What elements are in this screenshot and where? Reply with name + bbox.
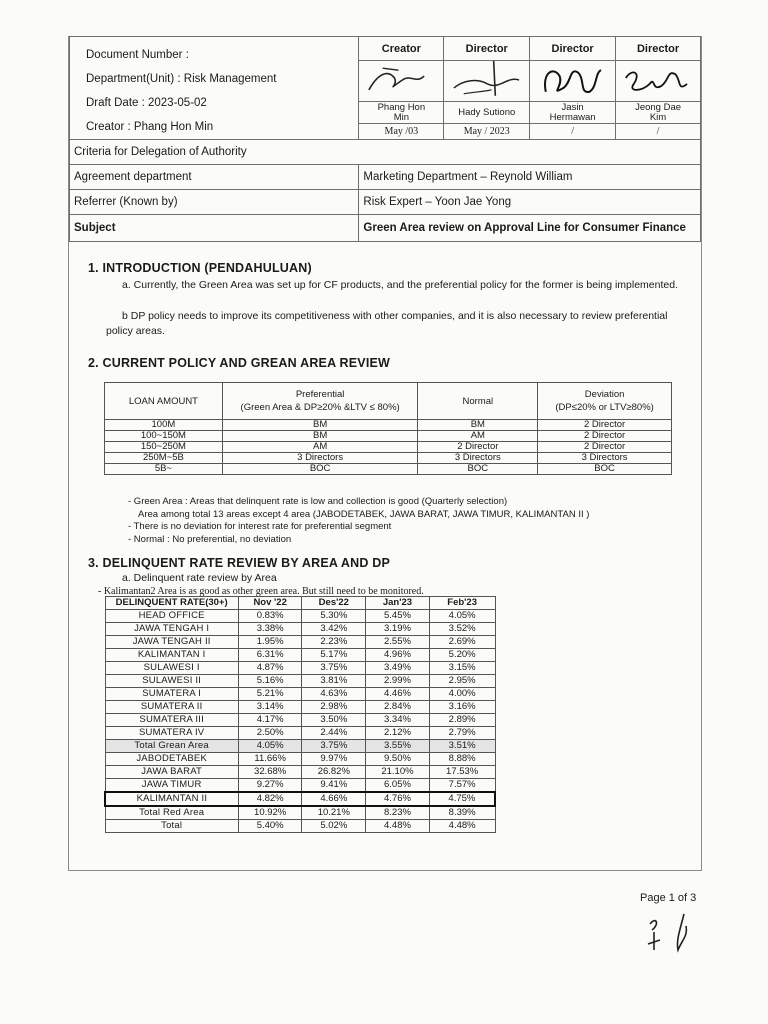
area-name-cell: Total Grean Area xyxy=(105,740,238,753)
col-jan23: Jan'23 xyxy=(366,597,430,610)
rate-cell: 3.15% xyxy=(429,662,495,675)
rate-cell: 2.23% xyxy=(302,636,366,649)
rate-cell: 9.41% xyxy=(302,779,366,793)
rate-cell: 3.16% xyxy=(429,701,495,714)
rate-cell: 2.12% xyxy=(366,727,430,740)
subject-label xyxy=(70,215,359,242)
rate-cell: 5.20% xyxy=(429,649,495,662)
rate-cell: 2.89% xyxy=(429,714,495,727)
approver-name-1 xyxy=(359,102,444,124)
rate-cell: 9.97% xyxy=(302,753,366,766)
col-preferential xyxy=(222,383,418,420)
policy-cell: AM xyxy=(418,431,538,442)
policy-cell: AM xyxy=(222,442,418,453)
signature-mark xyxy=(359,61,443,101)
rate-cell: 4.05% xyxy=(429,610,495,623)
rate-cell: 9.50% xyxy=(366,753,430,766)
delinquent-rate-table xyxy=(104,596,496,833)
policy-cell: 250M~5B xyxy=(105,453,223,464)
area-name-cell: SUMATERA II xyxy=(105,701,238,714)
area-name-cell: KALIMANTAN II xyxy=(105,792,238,806)
rate-cell: 5.40% xyxy=(238,820,302,833)
name-line: Jeong Dae xyxy=(635,101,682,113)
area-name-cell: SUMATERA I xyxy=(105,688,238,701)
rate-cell: 4.96% xyxy=(366,649,430,662)
rate-cell: 21.10% xyxy=(366,766,430,779)
delinquent-row xyxy=(105,820,495,833)
referrer-value-text: Risk Expert – Yoon Jae Yong xyxy=(363,196,512,208)
delinquent-row xyxy=(105,753,495,766)
delinquent-row xyxy=(105,714,495,727)
area-name-cell: JABODETABEK xyxy=(105,753,238,766)
rate-cell: 1.95% xyxy=(238,636,302,649)
delinquent-table-body xyxy=(105,610,495,833)
rate-cell: 17.53% xyxy=(429,766,495,779)
approval-date-2: May / 2023 xyxy=(444,124,530,140)
policy-cell: 2 Director xyxy=(538,420,672,431)
delinquent-subtitle: a. Delinquent rate review by Area xyxy=(122,572,277,584)
col-nov22: Nov '22 xyxy=(238,597,302,610)
delinquent-row xyxy=(105,779,495,793)
col-deviation-criteria: (DP≤20% or LTV≥80%) xyxy=(555,402,654,413)
policy-cell: 100M xyxy=(105,420,223,431)
rate-cell: 4.76% xyxy=(366,792,430,806)
rate-cell: 4.46% xyxy=(366,688,430,701)
rate-cell: 6.05% xyxy=(366,779,430,793)
area-name-cell: JAWA TENGAH I xyxy=(105,623,238,636)
rate-cell: 4.48% xyxy=(429,820,495,833)
agreement-label xyxy=(70,165,359,190)
section-2-title: 2. CURRENT POLICY AND GREAN AREA REVIEW xyxy=(88,356,391,370)
approver-role-3: Director xyxy=(530,37,616,61)
delegation-criteria xyxy=(70,140,701,165)
col-preferential-title: Preferential xyxy=(295,389,345,400)
approver-name-2 xyxy=(444,102,530,124)
subject-value xyxy=(359,215,701,242)
rate-cell: 9.27% xyxy=(238,779,302,793)
initials-mark xyxy=(640,910,700,956)
rate-cell: 6.31% xyxy=(238,649,302,662)
delinquent-row xyxy=(105,792,495,806)
rate-cell: 2.44% xyxy=(302,727,366,740)
rate-cell: 5.02% xyxy=(302,820,366,833)
rate-cell: 3.49% xyxy=(366,662,430,675)
area-name-cell: Total Red Area xyxy=(105,806,238,820)
approval-date-3: / xyxy=(530,124,616,140)
rate-cell: 10.92% xyxy=(238,806,302,820)
creator-line: Creator : Phang Hon Min xyxy=(86,121,214,133)
rate-cell: 4.00% xyxy=(429,688,495,701)
rate-cell: 5.45% xyxy=(366,610,430,623)
area-name-cell: SULAWESI I xyxy=(105,662,238,675)
delinquent-row xyxy=(105,806,495,820)
policy-table-body xyxy=(105,420,672,475)
delinquent-row xyxy=(105,636,495,649)
note-line: - There is no deviation for interest rate for preferential segment xyxy=(128,521,392,532)
subject-value-text: Green Area review on Approval Line for Consumer Finance xyxy=(363,222,686,234)
approver-role-4: Director xyxy=(616,37,701,61)
intro-paragraph-a: a. Currently, the Green Area was set up for CF products, and the preferential policy for the former is being implemented. xyxy=(122,279,678,291)
rate-cell: 5.30% xyxy=(302,610,366,623)
note-line: Area among total 13 areas except 4 area (JABODETABEK, JAWA BARAT, JAWA TIMUR, KALIMANTAN II ) xyxy=(138,508,590,520)
area-name-cell: KALIMANTAN I xyxy=(105,649,238,662)
delinquent-row xyxy=(105,675,495,688)
rate-cell: 3.38% xyxy=(238,623,302,636)
rate-cell: 2.79% xyxy=(429,727,495,740)
policy-cell: 2 Director xyxy=(538,431,672,442)
area-name-cell: JAWA TIMUR xyxy=(105,779,238,793)
rate-cell: 32.68% xyxy=(238,766,302,779)
rate-cell: 10.21% xyxy=(302,806,366,820)
intro-paragraph-b: b DP policy needs to improve its competitiveness with other companies, and it is also necessary to review preferential policy areas. xyxy=(106,310,668,337)
approver-role-2: Director xyxy=(444,37,530,61)
rate-cell: 5.21% xyxy=(238,688,302,701)
col-des22: Des'22 xyxy=(302,597,366,610)
area-name-cell: SUMATERA IV xyxy=(105,727,238,740)
rate-cell: 7.57% xyxy=(429,779,495,793)
policy-cell: 3 Directors xyxy=(222,453,418,464)
rate-cell: 3.42% xyxy=(302,623,366,636)
rate-cell: 2.84% xyxy=(366,701,430,714)
department: Department(Unit) : Risk Management xyxy=(86,73,277,85)
rate-cell: 2.98% xyxy=(302,701,366,714)
policy-row xyxy=(105,464,672,475)
policy-cell: BOC xyxy=(418,464,538,475)
rate-cell: 5.16% xyxy=(238,675,302,688)
signature-mark xyxy=(444,61,529,101)
policy-cell: 5B~ xyxy=(105,464,223,475)
approval-date-1: May /03 xyxy=(359,124,444,140)
delinquent-row xyxy=(105,662,495,675)
rate-cell: 3.75% xyxy=(302,740,366,753)
col-preferential-criteria: (Green Area & DP≥20% &LTV ≤ 80%) xyxy=(240,402,400,413)
delinquent-row xyxy=(105,727,495,740)
area-name-cell: SULAWESI II xyxy=(105,675,238,688)
policy-row xyxy=(105,431,672,442)
policy-cell: BM xyxy=(222,431,418,442)
rate-cell: 2.95% xyxy=(429,675,495,688)
name-line: Hermawan xyxy=(549,111,596,123)
section-1-title: 1. INTRODUCTION (PENDAHULUAN) xyxy=(88,261,312,275)
delinquent-row xyxy=(105,623,495,636)
rate-cell: 3.52% xyxy=(429,623,495,636)
area-name-cell: Total xyxy=(105,820,238,833)
policy-cell: 150~250M xyxy=(105,442,223,453)
rate-cell: 2.99% xyxy=(366,675,430,688)
area-name-cell: JAWA TENGAH II xyxy=(105,636,238,649)
signature-creator xyxy=(359,61,444,102)
col-normal: Normal xyxy=(418,383,538,420)
col-loan-amount: LOAN AMOUNT xyxy=(105,383,223,420)
rate-cell: 3.81% xyxy=(302,675,366,688)
policy-cell: BM xyxy=(418,420,538,431)
policy-row xyxy=(105,420,672,431)
col-area: DELINQUENT RATE(30+) xyxy=(105,597,238,610)
policy-cell: 100~150M xyxy=(105,431,223,442)
rate-cell: 3.51% xyxy=(429,740,495,753)
policy-row xyxy=(105,453,672,464)
referrer-label-text: Referrer (Known by) xyxy=(74,196,178,208)
rate-cell: 4.75% xyxy=(429,792,495,806)
page-number: Page 1 of 3 xyxy=(640,892,697,904)
area-name-cell: SUMATERA III xyxy=(105,714,238,727)
signature-director-2 xyxy=(530,61,616,102)
section-3-title: 3. DELINQUENT RATE REVIEW BY AREA AND DP xyxy=(88,556,391,570)
policy-cell: BOC xyxy=(538,464,672,475)
rate-cell: 8.39% xyxy=(429,806,495,820)
delinquent-row xyxy=(105,766,495,779)
signature-mark xyxy=(530,61,615,101)
approval-header-table xyxy=(69,36,701,242)
rate-cell: 4.17% xyxy=(238,714,302,727)
name-line: Phang Hon xyxy=(377,101,426,113)
rate-cell: 4.63% xyxy=(302,688,366,701)
referrer-value xyxy=(359,190,701,215)
area-name-cell: JAWA BARAT xyxy=(105,766,238,779)
rate-cell: 3.75% xyxy=(302,662,366,675)
policy-cell: BOC xyxy=(222,464,418,475)
agreement-value-text: Marketing Department – Reynold William xyxy=(363,171,573,183)
draft-date: Draft Date : 2023-05-02 xyxy=(86,97,207,109)
note-line: - Green Area : Areas that delinquent rate is low and collection is good (Quarterly selection) xyxy=(128,496,508,507)
agreement-label-text: Agreement department xyxy=(74,171,192,183)
delinquent-row xyxy=(105,610,495,623)
rate-cell: 4.87% xyxy=(238,662,302,675)
name-line: Hady Sutiono xyxy=(458,106,516,118)
name-line: Min xyxy=(393,111,410,123)
approver-name-3 xyxy=(530,102,616,124)
policy-cell: 2 Director xyxy=(418,442,538,453)
document-meta xyxy=(70,37,359,140)
rate-cell: 0.83% xyxy=(238,610,302,623)
rate-cell: 4.66% xyxy=(302,792,366,806)
rate-cell: 8.88% xyxy=(429,753,495,766)
green-area-notes xyxy=(128,496,589,546)
name-line: Jasin xyxy=(561,101,584,113)
signature-director-3 xyxy=(616,61,701,102)
delinquent-row xyxy=(105,701,495,714)
rate-cell: 3.34% xyxy=(366,714,430,727)
rate-cell: 2.50% xyxy=(238,727,302,740)
rate-cell: 3.19% xyxy=(366,623,430,636)
rate-cell: 4.82% xyxy=(238,792,302,806)
approval-date-4: / xyxy=(616,124,701,140)
rate-cell: 3.55% xyxy=(366,740,430,753)
area-name-cell: HEAD OFFICE xyxy=(105,610,238,623)
approver-name-4 xyxy=(616,102,701,124)
policy-cell: 3 Directors xyxy=(418,453,538,464)
delinquent-row xyxy=(105,740,495,753)
delegation-text: Criteria for Delegation of Authority xyxy=(74,146,247,158)
rate-cell: 8.23% xyxy=(366,806,430,820)
rate-cell: 3.50% xyxy=(302,714,366,727)
rate-cell: 5.17% xyxy=(302,649,366,662)
rate-cell: 3.14% xyxy=(238,701,302,714)
policy-cell: 2 Director xyxy=(538,442,672,453)
col-feb23: Feb'23 xyxy=(429,597,495,610)
referrer-label xyxy=(70,190,359,215)
delinquent-row xyxy=(105,649,495,662)
note-line: - Normal : No preferential, no deviation xyxy=(128,533,292,545)
rate-cell: 26.82% xyxy=(302,766,366,779)
rate-cell: 4.48% xyxy=(366,820,430,833)
document-number: Document Number : xyxy=(86,49,189,61)
rate-cell: 2.69% xyxy=(429,636,495,649)
rate-cell: 2.55% xyxy=(366,636,430,649)
kalimantan-remark: - Kalimantan2 Area is as good as other green area. But still need to be monitored. xyxy=(98,586,424,597)
agreement-value xyxy=(359,165,701,190)
rate-cell: 11.66% xyxy=(238,753,302,766)
subject-label-text: Subject xyxy=(74,222,116,234)
approval-policy-table xyxy=(104,382,672,475)
rate-cell: 4.05% xyxy=(238,740,302,753)
policy-row xyxy=(105,442,672,453)
delinquent-row xyxy=(105,688,495,701)
signature-director-1 xyxy=(444,61,530,102)
col-deviation-title: Deviation xyxy=(584,389,625,400)
approver-role-1: Creator xyxy=(359,37,444,61)
policy-cell: 3 Directors xyxy=(538,453,672,464)
policy-cell: BM xyxy=(222,420,418,431)
name-line: Kim xyxy=(649,111,667,123)
col-deviation xyxy=(538,383,672,420)
signature-mark xyxy=(616,61,700,101)
